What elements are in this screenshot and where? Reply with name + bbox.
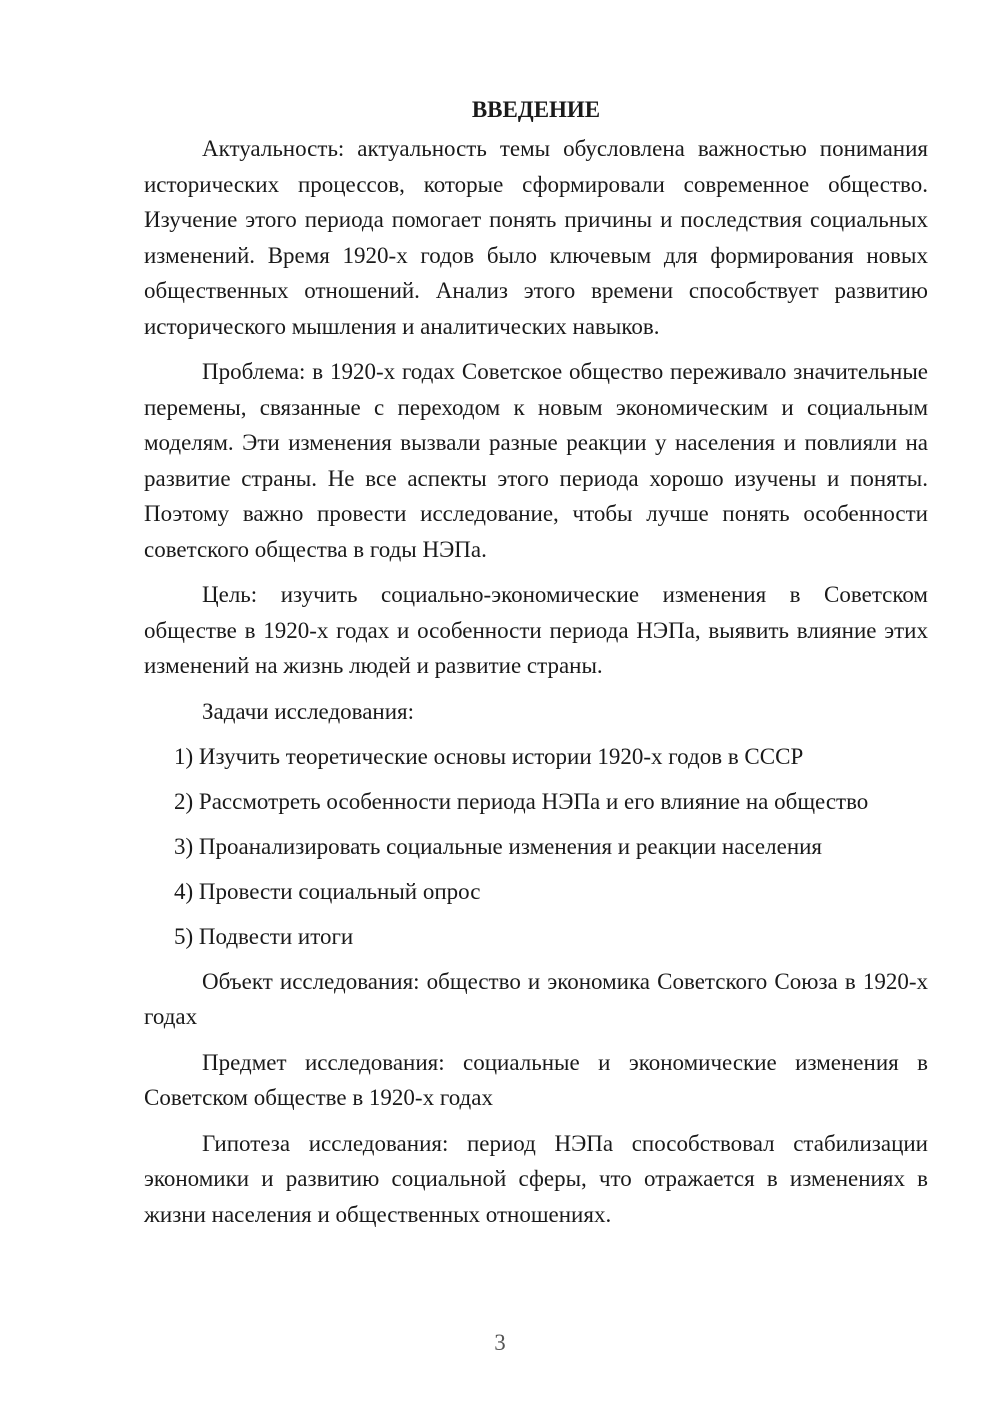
hypothesis-paragraph: Гипотеза исследования: период НЭПа способствовал стабилизации экономики и развитию социальной сферы, что отражается в изменениях в жизни населения и общественных отношениях. <box>144 1130 928 1227</box>
object-paragraph: Объект исследования: общество и экономика Советского Союза в 1920-х годах <box>144 968 928 1029</box>
tasks-heading: Задачи исследования: <box>202 698 415 724</box>
task-item: 4) Провести социальный опрос <box>174 878 481 904</box>
relevance-paragraph: Актуальность: актуальность темы обусловлена важностью понимания исторических процессов, которые сформировали современное общество. Изучение этого периода помогает понять причины и последствия социальных изменений. Время 1920-х годов было ключевым для формирования новых общественных отношений. Анализ этого времени способствует развитию исторического мышления и аналитических навыков. <box>144 136 928 339</box>
goal-paragraph: Цель: изучить социально-экономические изменения в Советском обществе в 1920-х годах и особенности периода НЭПа, выявить влияние этих изменений на жизнь людей и развитие страны. <box>144 582 928 678</box>
subject-paragraph: Предмет исследования: социальные и экономические изменения в Советском обществе в 1920-х годах <box>144 1049 928 1110</box>
task-item: 5) Подвести итоги <box>174 923 354 949</box>
task-item: 3) Проанализировать социальные изменения и реакции населения <box>174 833 823 859</box>
page-title: ВВЕДЕНИЕ <box>471 97 601 122</box>
task-item: 1) Изучить теоретические основы истории 1920-х годов в СССР <box>174 743 804 769</box>
tasks-list <box>144 739 928 954</box>
problem-paragraph: Проблема: в 1920-х годах Советское общество переживало значительные перемены, связанные с переходом к новым экономическим и социальным моделям. Эти изменения вызвали разные реакции у населения и повлияли на развитие страны. Не все аспекты этого периода хорошо изучены и поняты. Поэтому важно провести исследование, чтобы лучше понять особенности советского общества в годы НЭПа. <box>144 359 928 562</box>
task-item: 2) Рассмотреть особенности периода НЭПа и его влияние на общество <box>174 788 869 814</box>
document-page <box>144 92 928 1242</box>
page-number: 3 <box>494 1330 506 1355</box>
